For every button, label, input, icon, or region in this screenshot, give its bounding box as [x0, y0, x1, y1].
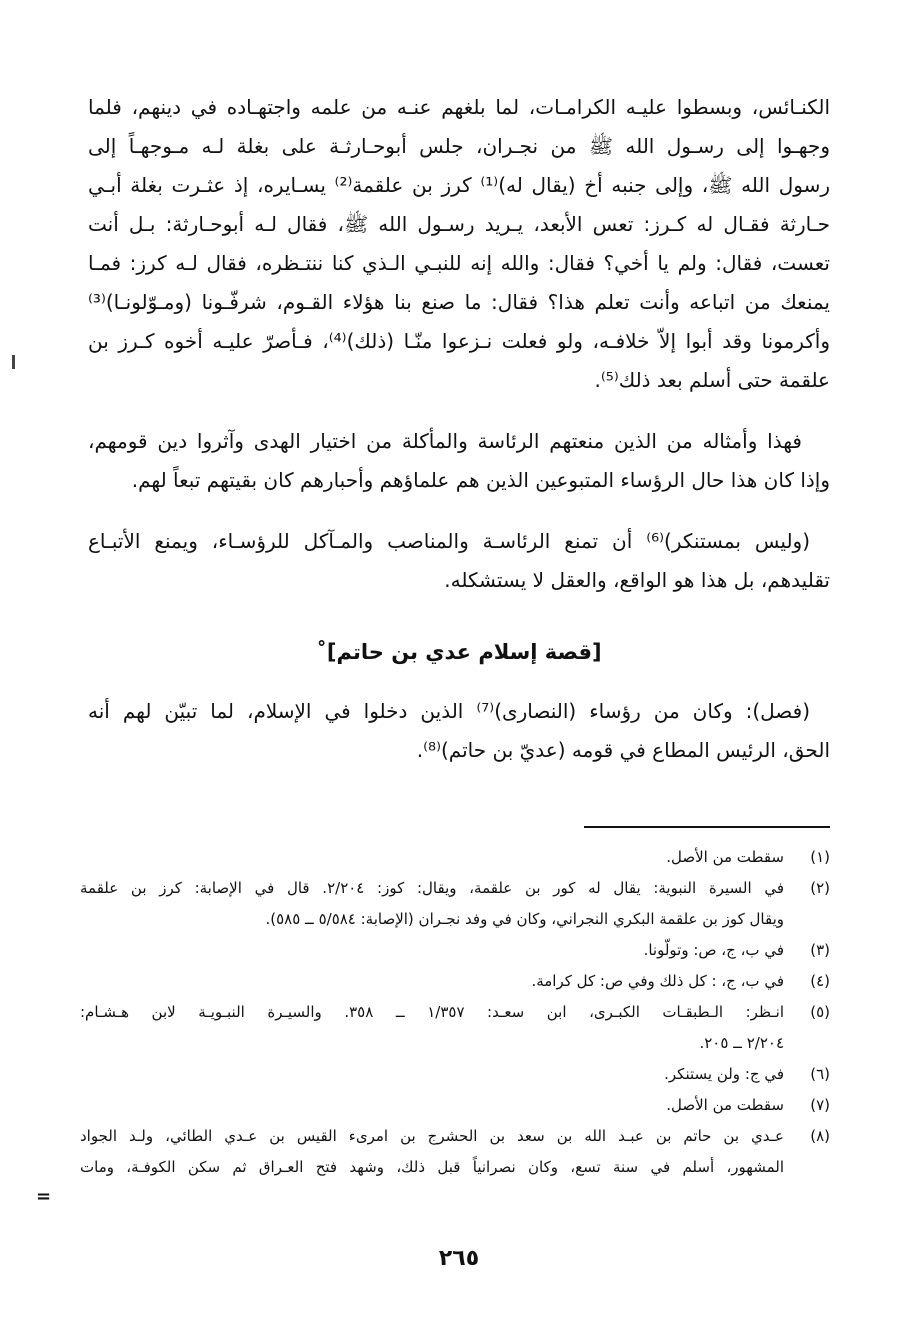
- footnote-line: في ج: ولن يستنكر.: [664, 1065, 784, 1083]
- footnote-number: (٢): [810, 879, 830, 897]
- footnote-text: [80, 1090, 784, 1121]
- text-line: تقليدهم، بل هذا هو الواقع، والعقل لا يستشكله.: [444, 568, 830, 592]
- footnote-line: سقطت من الأصل.: [666, 848, 784, 866]
- text-line: حـارثة فقـال له كـرز: تعس الأبعد، يـريد رسـول الله ﷺ، فقال لـه أبوحـارثة: بـل أنت: [88, 212, 830, 236]
- footnote-5: [80, 997, 830, 1059]
- text-line: وإذا كان هذا حال الرؤساء المتبوعين الذين هم علماؤهم وأحبارهم كان بقيتهم تبعاً لهم.: [131, 468, 830, 492]
- footnote-line: ٢/٢٠٤ ــ ٢٠٥.: [699, 1034, 784, 1052]
- footnote-text: [80, 842, 784, 873]
- text-line: رسول الله ﷺ، وإلى جنبه أخ (يقال له)⁽¹⁾ كرز بن علقمة⁽²⁾ يسـايره، إذ عثـرت بغلة أبـي: [88, 173, 831, 197]
- page-number: ٢٦٥: [438, 1246, 480, 1271]
- text-line: تعست، فقال: ولم يا أخي؟ فقال: والله إنه للنبـي الـذي كنا ننتـظره، فقال لـه كرز: فمـا: [88, 251, 830, 275]
- footnote-text: [80, 1059, 784, 1090]
- paragraph-3: [88, 522, 830, 600]
- footnote-number: (٨): [810, 1127, 830, 1145]
- footnote-line: في ب، ج، ص: وتولّونا.: [643, 941, 784, 959]
- footnote-number: (٧): [810, 1096, 830, 1114]
- footnote-separator: [584, 826, 830, 828]
- footnotes: [80, 842, 830, 1183]
- footnote-number: (١): [810, 848, 830, 866]
- footnote-number: (٣): [810, 941, 830, 959]
- footnote-2: [80, 873, 830, 935]
- footnote-text: [80, 1121, 784, 1183]
- footnote-1: [80, 842, 830, 873]
- footnote-line: في السيرة النبوية: يقال له كور بن علقمة، ويقال: كوز: ٢/٢٠٤. قال في الإصابة: كرز بن علقمة: [80, 879, 784, 897]
- footnote-number: (٦): [810, 1065, 830, 1083]
- footnote-line: انـظر: الـطبقـات الكبـرى، ابن سعـد: ١/٣٥٧ ــ ٣٥٨. والسيـرة النبـويـة لابن هـشـام:: [80, 1003, 785, 1021]
- text-line: الكنـائس، وبسطوا عليـه الكرامـات، لما بلغهم عنـه من علمه واجتهـاده في دينهم، فلما: [88, 95, 830, 119]
- footnote-text: [80, 935, 784, 966]
- footnote-number: (٤): [810, 972, 830, 990]
- footnote-line: المشهور، أسلم في سنة تسع، وكان نصرانياً قبل ذلك، وشهد فتح العـراق ثم سكن الكوفـة، ومات: [80, 1158, 784, 1176]
- footnote-line: عـدي بن حاتم بن عبـد الله بن سعد بن الحشرج بن امرىء القيس بن عـدي الطائي، ولـد الجواد: [80, 1127, 784, 1145]
- footnote-line: سقطت من الأصل.: [666, 1096, 784, 1114]
- footnote-text: [80, 873, 784, 935]
- paragraph-2: [88, 422, 830, 500]
- text-line: وجهـوا إلى رسـول الله ﷺ من نجـران، جلس أبوحـارثـة على بغلة لـه مـوجهـاً إلى: [88, 134, 830, 158]
- section-heading: [88, 632, 830, 672]
- paragraph-1: [88, 88, 830, 400]
- scan-artifact: [12, 355, 15, 369]
- text-line: يمنعك من اتباعه وأنت تعلم هذا؟ فقال: ما صنع بنا هؤلاء القـوم، شرفّـونا (ومـوّلونـا)⁽³⁾: [88, 290, 830, 314]
- footnote-6: [80, 1059, 830, 1090]
- footnote-8: [80, 1121, 830, 1183]
- text-line: وأكرمونا وقد أبوا إلاّ خلافـه، ولو فعلت نـزعوا منّـا (ذلك)⁽⁴⁾، فـأصرّ عليـه أخوه كـرز بن: [88, 329, 830, 353]
- text-line: فهذا وأمثاله من الذين منعتهم الرئاسة والمأكلة من اختيار الهدى وآثروا دين قومهم،: [88, 429, 802, 453]
- footnote-line: ويقال كوز بن علقمة البكري النجراني، وكان في وفد نجـران (الإصابة: ٥/٥٨٤ ــ ٥٨٥).: [265, 910, 784, 928]
- footnote-text: [80, 966, 784, 997]
- text-line: الحق، الرئيس المطاع في قومه (عديّ بن حاتم)⁽⁸⁾.: [416, 738, 830, 762]
- footnote-number: (٥): [810, 1003, 830, 1021]
- section-heading-text: [قصة إسلام عدي بن حاتم]: [326, 640, 602, 664]
- main-text: [88, 88, 830, 600]
- text-line: (فصل): وكان من رؤساء (النصارى)⁽⁷⁾ الذين دخلوا في الإسلام، لما تبيّن لهم أنه: [88, 699, 811, 723]
- paragraph-4: [88, 692, 830, 770]
- text-line: علقمة حتى أسلم بعد ذلك⁽⁵⁾.: [594, 368, 830, 392]
- footnote-text: [80, 997, 784, 1059]
- main-text-fasl: [88, 692, 830, 770]
- footnote-line: في ب، ج، : كل ذلك وفي ص: كل كرامة.: [531, 972, 784, 990]
- footnote-4: [80, 966, 830, 997]
- text-line: (وليس بمستنكر)⁽⁶⁾ أن تمنع الرئاسـة والمناصب والمـآكل للرؤسـاء، ويمنع الأتبـاع: [88, 529, 810, 553]
- continuation-mark: =: [36, 1186, 52, 1207]
- footnote-7: [80, 1090, 830, 1121]
- heading-mark: ˚: [316, 640, 327, 664]
- footnote-3: [80, 935, 830, 966]
